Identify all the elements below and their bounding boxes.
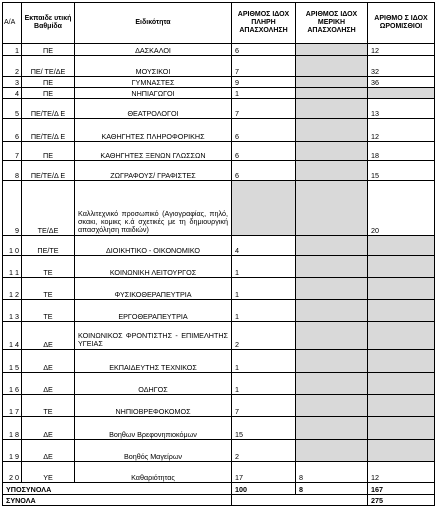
row-hourly: 15 [368, 161, 435, 181]
row-level: ΔΕ [22, 440, 75, 462]
row-full-time: 1 [232, 350, 296, 373]
row-part-time [296, 440, 368, 462]
row-full-time: 1 [232, 300, 296, 322]
row-number: 2 [3, 56, 22, 77]
row-number: 4 [3, 88, 22, 99]
table-row [3, 181, 435, 236]
table-row [3, 350, 435, 373]
row-part-time [296, 236, 368, 256]
row-number: 1 4 [3, 322, 22, 350]
row-full-time: 6 [232, 44, 296, 56]
row-specialty: ΘΕΑΤΡΟΛΟΓΟΙ [75, 99, 232, 119]
row-number: 2 0 [3, 462, 22, 483]
row-full-time: 7 [232, 56, 296, 77]
row-part-time [296, 350, 368, 373]
row-part-time [296, 142, 368, 161]
row-specialty: ΦΥΣΙΚΟΘΕΡΑΠΕΥΤΡΙΑ [75, 278, 232, 300]
row-level: ΤΕ [22, 395, 75, 417]
row-number: 9 [3, 181, 22, 236]
row-part-time [296, 44, 368, 56]
table-row [3, 56, 435, 77]
row-part-time: 8 [296, 462, 368, 483]
row-specialty: Καθαριότητας [75, 462, 232, 483]
row-number: 1 2 [3, 278, 22, 300]
row-level: ΠΕ/ΤΕ/Δ Ε [22, 99, 75, 119]
row-part-time [296, 373, 368, 395]
row-specialty: Βοηθός Μαγείρων [75, 440, 232, 462]
row-specialty: Βοηθων Βρεφονηπιοκόμων [75, 417, 232, 440]
row-number: 1 0 [3, 236, 22, 256]
table-row [3, 161, 435, 181]
row-part-time [296, 77, 368, 88]
row-number: 7 [3, 142, 22, 161]
row-number: 1 6 [3, 373, 22, 395]
table-body [3, 44, 435, 483]
row-number: 1 3 [3, 300, 22, 322]
row-hourly: 13 [368, 99, 435, 119]
header-part-time: ΑΡΙΘΜΟΣ ΙΔΟΧ ΜΕΡΙΚΗ ΑΠΑΣΧΟΛΗΣΗ [296, 3, 368, 44]
row-hourly: 36 [368, 77, 435, 88]
total-label: ΣΥΝΟΛΑ [3, 495, 232, 506]
row-level: ΔΕ [22, 322, 75, 350]
row-number: 1 1 [3, 256, 22, 278]
table-row [3, 278, 435, 300]
row-specialty: ΟΔΗΓΟΣ [75, 373, 232, 395]
row-part-time [296, 256, 368, 278]
row-hourly: 20 [368, 181, 435, 236]
row-hourly [368, 300, 435, 322]
row-part-time [296, 88, 368, 99]
header-full-time: ΑΡΙΘΜΟΣ ΙΔΟΧ ΠΛΗΡΗ ΑΠΑΣΧΟΛΗΣΗ [232, 3, 296, 44]
header-hourly: ΑΡΙΘΜΟ Σ ΙΔΟΧ ΩΡΟΜΙΣΘΙΟΙ [368, 3, 435, 44]
row-specialty: ΝΗΠΙΑΓΩΓΟΙ [75, 88, 232, 99]
header-level: Εκπαιδε υτική Βαθμίδα [22, 3, 75, 44]
row-level: ΤΕ [22, 256, 75, 278]
row-level: ΔΕ [22, 373, 75, 395]
row-hourly [368, 322, 435, 350]
row-full-time: 6 [232, 142, 296, 161]
row-level: ΤΕ [22, 300, 75, 322]
row-full-time: 2 [232, 440, 296, 462]
row-number: 1 8 [3, 417, 22, 440]
row-number: 1 5 [3, 350, 22, 373]
row-hourly [368, 278, 435, 300]
staff-table [2, 2, 435, 506]
table-row [3, 322, 435, 350]
row-full-time: 9 [232, 77, 296, 88]
total-row [3, 495, 435, 506]
row-level: ΤΕ [22, 278, 75, 300]
row-number: 6 [3, 119, 22, 142]
row-level: ΥΕ [22, 462, 75, 483]
row-level: ΠΕ [22, 142, 75, 161]
row-part-time [296, 99, 368, 119]
row-full-time: 1 [232, 256, 296, 278]
row-part-time [296, 119, 368, 142]
row-part-time [296, 300, 368, 322]
row-level: ΠΕ [22, 77, 75, 88]
table-row [3, 462, 435, 483]
table-row [3, 300, 435, 322]
row-full-time: 1 [232, 88, 296, 99]
header-specialty: Ειδικότητα [75, 3, 232, 44]
row-level: ΠΕ [22, 44, 75, 56]
row-part-time [296, 56, 368, 77]
row-hourly: 12 [368, 44, 435, 56]
row-full-time: 4 [232, 236, 296, 256]
row-number: 1 [3, 44, 22, 56]
row-specialty: Καλλιτεχνικό προσωπικό (Αγιογραφίας, πηλό, σκακι, κομικς κ.ά σχετικές με τη δημιουργική απασχόληση παιδιών) [75, 181, 232, 236]
row-number: 5 [3, 99, 22, 119]
row-full-time: 1 [232, 373, 296, 395]
row-number: 1 7 [3, 395, 22, 417]
row-full-time: 6 [232, 161, 296, 181]
row-specialty: ΕΡΓΟΘΕΡΑΠΕΥΤΡΙΑ [75, 300, 232, 322]
row-specialty: ΓΥΜΝΑΣΤΕΣ [75, 77, 232, 88]
row-full-time: 2 [232, 322, 296, 350]
row-level: ΔΕ [22, 417, 75, 440]
row-full-time: 15 [232, 417, 296, 440]
table-row [3, 77, 435, 88]
table-row [3, 395, 435, 417]
row-specialty: ΔΙΟΙΚΗΤΙΚΟ - ΟΙΚΟΝΟΜΙΚΟ [75, 236, 232, 256]
row-part-time [296, 161, 368, 181]
row-hourly [368, 256, 435, 278]
table-row [3, 256, 435, 278]
row-part-time [296, 322, 368, 350]
row-hourly: 12 [368, 462, 435, 483]
total-spacer [232, 495, 368, 506]
row-specialty: ΚΑΘΗΓΗΤΕΣ ΞΕΝΩΝ ΓΛΩΣΣΩΝ [75, 142, 232, 161]
table-row [3, 373, 435, 395]
table-row [3, 142, 435, 161]
row-specialty: ΚΟΙΝΩΝΙΚΗ ΛΕΙΤΟΥΡΓΟΣ [75, 256, 232, 278]
row-hourly [368, 395, 435, 417]
row-hourly [368, 88, 435, 99]
header-aa: Α/Α [3, 3, 22, 44]
table-row [3, 417, 435, 440]
subtotal-row [3, 483, 435, 495]
row-part-time [296, 395, 368, 417]
row-level: ΠΕ [22, 88, 75, 99]
row-full-time: 17 [232, 462, 296, 483]
row-full-time: 7 [232, 395, 296, 417]
subtotal-full: 100 [232, 483, 296, 495]
table-row [3, 119, 435, 142]
row-level: ΠΕ/ ΤΕ/ΔΕ [22, 56, 75, 77]
row-specialty: ΜΟΥΣΙΚΟΙ [75, 56, 232, 77]
table-row [3, 236, 435, 256]
row-specialty: ΖΩΓΡΑΦΟΥΣ/ ΓΡΑΦΙΣΤΕΣ [75, 161, 232, 181]
subtotal-label: ΥΠΟΣΥΝΟΛΑ [3, 483, 232, 495]
row-part-time [296, 181, 368, 236]
row-full-time: 1 [232, 278, 296, 300]
row-level: ΔΕ [22, 350, 75, 373]
row-specialty: ΚΑΘΗΓΗΤΕΣ ΠΛΗΡΟΦΟΡΙΚΗΣ [75, 119, 232, 142]
row-specialty: ΚΟΙΝΩΝΙΚΟΣ ΦΡΟΝΤΙΣΤΗΣ - ΕΠΙΜΕΛΗΤΗΣ ΥΓΕΙΑΣ [75, 322, 232, 350]
row-specialty: ΔΑΣΚΑΛΟΙ [75, 44, 232, 56]
row-specialty: ΕΚΠΑΙΔΕΥΤΗΣ ΤΕΧΝΙΚΟΣ [75, 350, 232, 373]
row-part-time [296, 278, 368, 300]
row-hourly: 32 [368, 56, 435, 77]
row-hourly [368, 440, 435, 462]
row-hourly [368, 417, 435, 440]
row-number: 3 [3, 77, 22, 88]
row-level: ΠΕ/ΤΕ/Δ Ε [22, 119, 75, 142]
row-specialty: ΝΗΠΙΟΒΡΕΦΟΚΟΜΟΣ [75, 395, 232, 417]
subtotal-hourly: 167 [368, 483, 435, 495]
table-row [3, 88, 435, 99]
row-hourly [368, 373, 435, 395]
subtotal-part: 8 [296, 483, 368, 495]
table-row [3, 99, 435, 119]
row-hourly [368, 236, 435, 256]
row-full-time [232, 181, 296, 236]
row-number: 8 [3, 161, 22, 181]
row-level: ΠΕ/ΤΕ/Δ Ε [22, 161, 75, 181]
total-value: 275 [368, 495, 435, 506]
row-hourly: 18 [368, 142, 435, 161]
row-number: 1 9 [3, 440, 22, 462]
row-hourly [368, 350, 435, 373]
row-level: ΤΕ/ΔΕ [22, 181, 75, 236]
row-level: ΠΕ/ΤΕ [22, 236, 75, 256]
table-row [3, 440, 435, 462]
row-part-time [296, 417, 368, 440]
table-header-row [3, 3, 435, 44]
table-row [3, 44, 435, 56]
row-hourly: 12 [368, 119, 435, 142]
row-full-time: 6 [232, 119, 296, 142]
row-full-time: 7 [232, 99, 296, 119]
